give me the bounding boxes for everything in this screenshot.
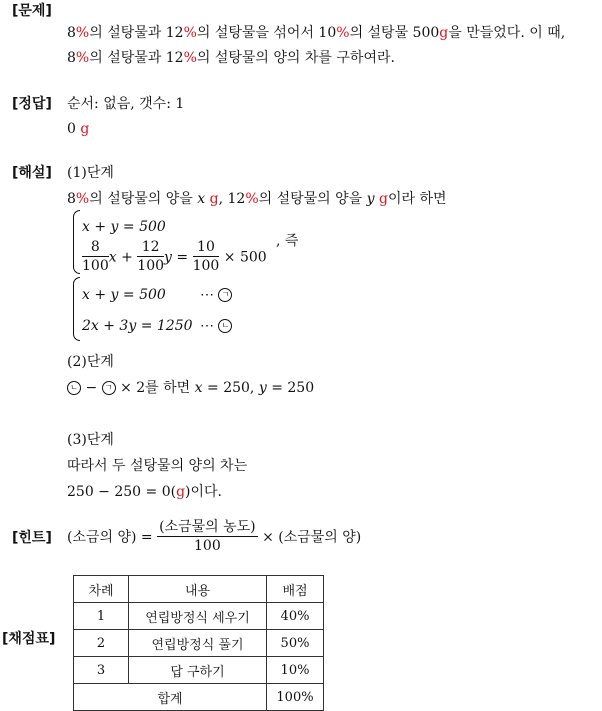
answer-label: [정답] [12, 96, 52, 112]
rubric-header-row [74, 576, 324, 603]
step3-heading: (3)단계 [67, 432, 114, 448]
rubric-score: 40% [267, 603, 324, 630]
step3-line-2: 250 − 250 = 0(g)이다. [67, 484, 223, 500]
rubric-total-score: 100% [267, 684, 324, 711]
circled-label: ㄱ [218, 288, 232, 302]
solution-label: [해설] [12, 165, 52, 181]
system1-equation-1: x + y = 500 [82, 219, 166, 235]
rubric-header-cell: 차례 [74, 576, 129, 603]
table-row [74, 657, 324, 684]
rubric-content: 답 구하기 [129, 657, 267, 684]
rubric-total-label: 합계 [74, 684, 267, 711]
step3-line-1: 따라서 두 설탕물의 양의 차는 [67, 458, 248, 474]
rubric-total-row [74, 684, 324, 711]
answer-meta: 순서: 없음, 갯수: 1 [67, 96, 185, 112]
rubric-content: 연립방정식 세우기 [129, 603, 267, 630]
system-brace-1 [73, 210, 80, 274]
rubric-header-cell: 배점 [267, 576, 324, 603]
rubric-no: 2 [74, 630, 129, 657]
hint-formula: (소금의 양) = $\frac{\text{(소금물의 농도)}}{100}$ × (소금물의 양) [67, 519, 362, 555]
rubric-header-cell: 내용 [129, 576, 267, 603]
rubric-score: 50% [267, 630, 324, 657]
system2-equation-1-mark: ⋯ ㄱ [200, 288, 232, 302]
rubric-score: 10% [267, 657, 324, 684]
answer-value: 0 g [67, 121, 90, 137]
problem-line-2: 8%의 설탕물과 12%의 설탕물의 양의 차를 구하여라. [67, 50, 395, 66]
hint-label: [힌트] [12, 530, 52, 546]
circled-label: ㄴ [218, 319, 232, 333]
system2-equation-2-mark: ⋯ ㄴ [200, 319, 232, 333]
rubric-table [73, 575, 324, 711]
system2-equation-2: 2x + 3y = 1250 [82, 318, 193, 334]
problem-label: [문제] [12, 3, 52, 19]
problem-line-1: 8%의 설탕물과 12%의 설탕물을 섞어서 10%의 설탕물 500g을 만들었다. 이 때, [67, 25, 566, 41]
rubric-content: 연립방정식 풀기 [129, 630, 267, 657]
system2-equation-1: x + y = 500 [82, 287, 166, 303]
rubric-no: 3 [74, 657, 129, 684]
step1-heading: (1)단계 [67, 165, 114, 181]
system-brace-2 [73, 277, 80, 341]
step2-line: ㄴ − ㄱ × 2를 하면 x = 250, y = 250 [67, 381, 314, 395]
rubric-no: 1 [74, 603, 129, 630]
system1-tail: , 즉 [276, 233, 299, 249]
solution-line-1: 8%의 설탕물의 양을 x g, 12%의 설탕물의 양을 y g이라 하면 [67, 191, 447, 207]
system1-equation-2: $\frac{8}{100}$ x + $\frac{12}{100}$ y = $\frac{10}{100}$ × 500 [82, 239, 267, 275]
step2-heading: (2)단계 [67, 354, 114, 370]
rubric-label: [채점표] [2, 631, 56, 647]
table-row [74, 603, 324, 630]
table-row [74, 630, 324, 657]
